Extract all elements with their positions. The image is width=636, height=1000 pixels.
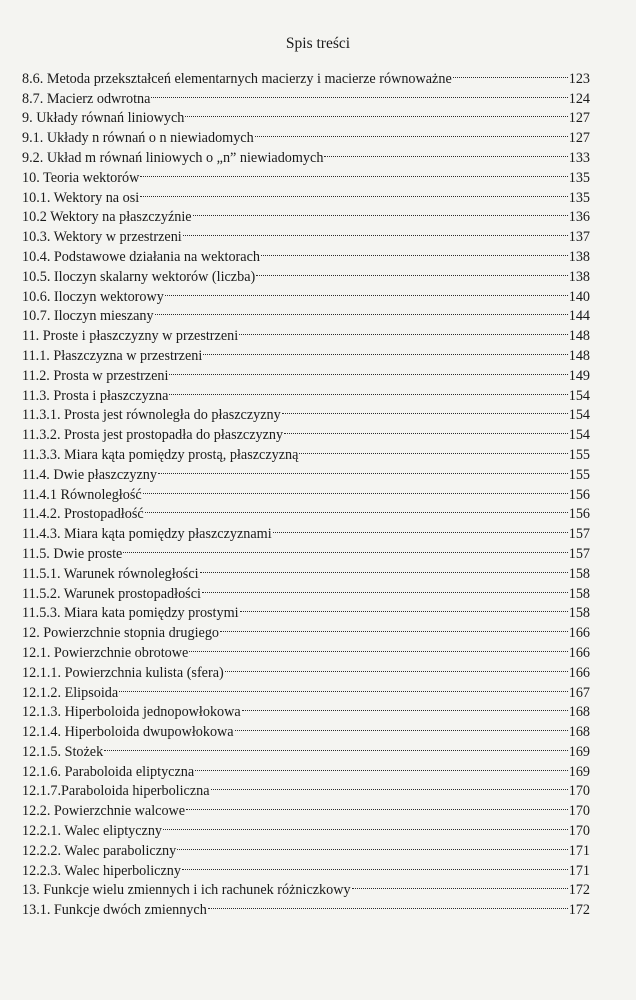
dot-leader (182, 855, 568, 875)
toc-entry-page-number: 124 (568, 90, 590, 107)
toc-entry-page-number: 148 (568, 347, 590, 364)
dot-leader (453, 63, 568, 83)
toc-entry-label: 9. Układy równań liniowych (22, 110, 185, 127)
toc-entry-page-number: 167 (568, 684, 590, 701)
toc-entry-label: 10. Teoria wektorów (22, 169, 140, 186)
toc-entry-page-number: 170 (568, 783, 590, 800)
toc-entry-page-number: 172 (568, 882, 590, 899)
toc-entry-label: 12.1.6. Paraboloida eliptyczna (22, 763, 195, 780)
toc-entry-label: 11.1. Płaszczyzna w przestrzeni (22, 347, 203, 364)
dot-leader (225, 657, 568, 677)
dot-leader (208, 894, 568, 914)
toc-entry-label: 11.4.2. Prostopadłość (22, 506, 144, 523)
dot-leader (242, 697, 568, 717)
dot-leader (211, 776, 568, 796)
dot-leader (256, 261, 567, 281)
toc-entry-label: 10.3. Wektory w przestrzeni (22, 229, 182, 246)
toc-entry-page-number: 127 (568, 110, 590, 127)
toc-entry-label: 11.5.1. Warunek równoległości (22, 565, 199, 582)
toc-entry-label: 10.7. Iloczyn mieszany (22, 308, 154, 325)
toc-entry-label: 8.6. Metoda przekształceń elementarnych macierzy i macierze równoważne (22, 70, 452, 87)
dot-leader (240, 598, 568, 618)
toc-entry-label: 12.2.3. Walec hiperboliczny (22, 862, 181, 879)
toc-entry (22, 756, 590, 780)
toc-entry-page-number: 158 (568, 565, 590, 582)
toc-entry-label: 8.7. Macierz odwrotna (22, 90, 151, 107)
toc-entry-label: 12.1.3. Hiperboloida jednopowłokowa (22, 704, 241, 721)
dot-leader (151, 83, 567, 103)
dot-leader (140, 182, 568, 202)
toc-entry-label: 13. Funkcje wielu zmiennych i ich rachunek różniczkowy (22, 882, 351, 899)
toc-entry-page-number: 166 (568, 644, 590, 661)
toc-entry-label: 13.1. Funkcje dwóch zmiennych (22, 902, 207, 919)
toc-entry-page-number: 169 (568, 743, 590, 760)
toc-entry-label: 12.1.1. Powierzchnia kulista (sfera) (22, 664, 224, 681)
dot-leader (123, 538, 567, 558)
toc-entry-page-number: 144 (568, 308, 590, 325)
toc-entry-label: 10.1. Wektory na osi (22, 189, 140, 206)
toc-entry-page-number: 155 (568, 446, 590, 463)
dot-leader (104, 736, 568, 756)
toc-entry-label: 11.2. Prosta w przestrzeni (22, 367, 169, 384)
toc-entry-page-number: 171 (568, 842, 590, 859)
toc-entry-page-number: 140 (568, 288, 590, 305)
toc-entry-label: 12. Powierzchnie stopnia drugiego (22, 625, 220, 642)
dot-leader (193, 202, 568, 222)
toc-entry-label: 11.5. Dwie proste (22, 545, 123, 562)
toc-entry-label: 11.4.1 Równoległość (22, 486, 142, 503)
toc-entry-page-number: 166 (568, 625, 590, 642)
toc-entry-label: 12.2.1. Walec eliptyczny (22, 823, 163, 840)
dot-leader (185, 103, 567, 123)
dot-leader (202, 578, 568, 598)
toc-entry-label: 11.5.3. Miara kata pomiędzy prostymi (22, 605, 239, 622)
toc-entry-page-number: 154 (568, 407, 590, 424)
toc-entry-page-number: 155 (568, 466, 590, 483)
toc-entry-page-number: 166 (568, 664, 590, 681)
dot-leader (145, 499, 568, 519)
toc-entry-page-number: 138 (568, 248, 590, 265)
toc-entry-page-number: 135 (568, 169, 590, 186)
dot-leader (352, 875, 568, 895)
toc-entry-page-number: 127 (568, 130, 590, 147)
dot-leader (282, 400, 568, 420)
toc-entry-page-number: 168 (568, 724, 590, 741)
toc-entry-page-number: 158 (568, 585, 590, 602)
toc-entry-page-number: 135 (568, 189, 590, 206)
toc-entry-page-number: 137 (568, 229, 590, 246)
toc-entry-page-number: 133 (568, 149, 590, 166)
toc-entry-page-number: 123 (568, 70, 590, 87)
dot-leader (143, 479, 568, 499)
toc-entry-label: 10.5. Iloczyn skalarny wektorów (liczba) (22, 268, 256, 285)
toc-entry (22, 63, 590, 87)
toc-entry-page-number: 156 (568, 486, 590, 503)
toc-entry-page-number: 136 (568, 209, 590, 226)
toc-entry-page-number: 148 (568, 328, 590, 345)
dot-leader (189, 637, 567, 657)
toc-entry-page-number: 158 (568, 605, 590, 622)
dot-leader (158, 459, 568, 479)
dot-leader (255, 122, 568, 142)
toc-entry-label: 12.1.2. Elipsoida (22, 684, 119, 701)
dot-leader (220, 617, 568, 637)
toc-entry-label: 11.3. Prosta i płaszczyzna (22, 387, 169, 404)
dot-leader (203, 340, 567, 360)
toc-entry-page-number: 138 (568, 268, 590, 285)
dot-leader (169, 360, 567, 380)
dot-leader (165, 281, 568, 301)
dot-leader (183, 221, 568, 241)
dot-leader (163, 815, 568, 835)
toc-entry-page-number: 171 (568, 862, 590, 879)
toc-entry-page-number: 170 (568, 823, 590, 840)
dot-leader (169, 380, 567, 400)
toc-entry-page-number: 172 (568, 902, 590, 919)
toc-entry-label: 11.5.2. Warunek prostopadłości (22, 585, 201, 602)
toc-entry-label: 12.1.4. Hiperboloida dwupowłokowa (22, 724, 234, 741)
toc-entry-label: 9.1. Układy n równań o n niewiadomych (22, 130, 254, 147)
toc-entry (22, 736, 590, 760)
toc-entry-label: 9.2. Układ m równań liniowych o „n” niewiadomych (22, 149, 324, 166)
dot-leader (324, 142, 567, 162)
dot-leader (177, 835, 568, 855)
toc-entry-label: 11.4.3. Miara kąta pomiędzy płaszczyznami (22, 526, 272, 543)
toc-entry-page-number: 154 (568, 387, 590, 404)
toc-entry-label: 12.1.5. Stożek (22, 743, 104, 760)
toc-entry-label: 11. Proste i płaszczyzny w przestrzeni (22, 328, 239, 345)
toc-entry-page-number: 154 (568, 427, 590, 444)
dot-leader (273, 518, 568, 538)
dot-leader (284, 419, 568, 439)
toc-entry-label: 11.3.3. Miara kąta pomiędzy prostą, płaszczyzną (22, 446, 299, 463)
toc-entry-page-number: 157 (568, 545, 590, 562)
dot-leader (155, 301, 568, 321)
toc-entry-label: 11.4. Dwie płaszczyzny (22, 466, 157, 483)
dot-leader (299, 439, 567, 459)
toc-entry-label: 12.2. Powierzchnie walcowe (22, 803, 186, 820)
toc-entry-page-number: 169 (568, 763, 590, 780)
toc-entry-label: 12.1. Powierzchnie obrotowe (22, 644, 189, 661)
dot-leader (119, 677, 568, 697)
toc-entry-page-number: 168 (568, 704, 590, 721)
toc-entry-label: 12.1.7.Paraboloida hiperboliczna (22, 783, 210, 800)
dot-leader (186, 795, 568, 815)
toc-entry-page-number: 170 (568, 803, 590, 820)
toc-entry-label: 11.3.2. Prosta jest prostopadła do płaszczyzny (22, 427, 284, 444)
dot-leader (261, 241, 568, 261)
toc-entry-page-number: 156 (568, 506, 590, 523)
dot-leader (235, 716, 568, 736)
dot-leader (200, 558, 568, 578)
toc-entry-label: 10.6. Iloczyn wektorowy (22, 288, 164, 305)
toc-entry-page-number: 157 (568, 526, 590, 543)
toc-entry-label: 12.2.2. Walec paraboliczny (22, 842, 177, 859)
dot-leader (195, 756, 568, 776)
toc-entry-label: 10.4. Podstawowe działania na wektorach (22, 248, 260, 265)
toc-entry-label: 10.2 Wektory na płaszczyźnie (22, 209, 192, 226)
dot-leader (239, 320, 568, 340)
toc-entry-page-number: 149 (568, 367, 590, 384)
toc-entry-label: 11.3.1. Prosta jest równoległa do płaszczyzny (22, 407, 281, 424)
table-of-contents (22, 63, 590, 919)
page-title: Spis treści (285, 35, 351, 52)
dot-leader (140, 162, 567, 182)
